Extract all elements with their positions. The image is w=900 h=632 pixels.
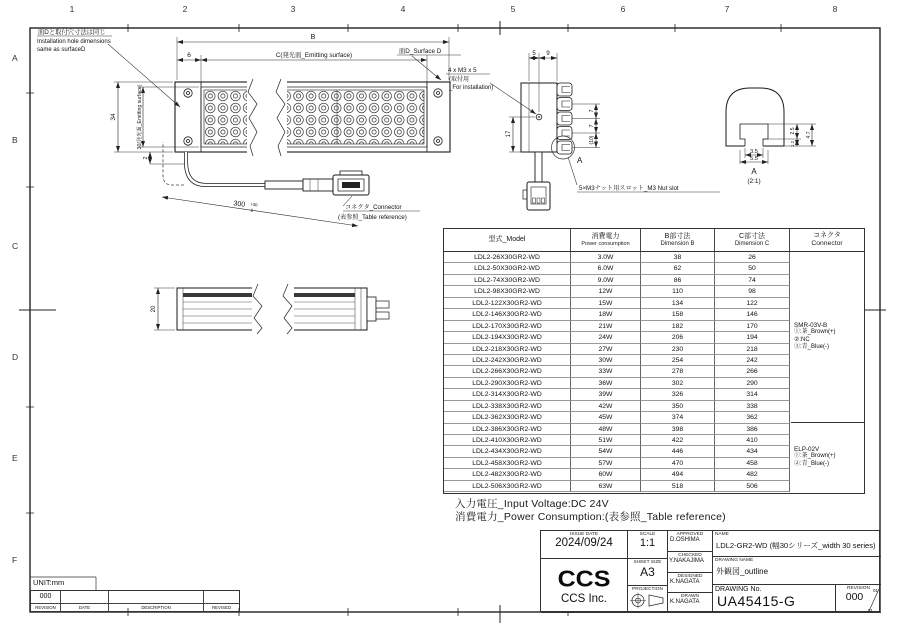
table-cell: LDL2-314X30GR2-WD	[444, 389, 571, 400]
input-voltage-note: 入力電圧_Input Voltage:DC 24V	[455, 498, 609, 510]
table-cell: 494	[641, 469, 715, 480]
table-cell: 6.0W	[571, 263, 641, 274]
connector-pin: ①:茶_Brown(+)	[794, 453, 836, 460]
revision-strip-labels	[31, 603, 239, 612]
table-cell: 446	[641, 446, 715, 457]
table-cell: 57W	[571, 458, 641, 469]
connector-column	[791, 251, 864, 493]
company-cell	[541, 559, 628, 613]
connector-pinout	[794, 453, 864, 468]
surface-note-en1: Installation hole dimensions	[37, 39, 111, 45]
connector-callout-en: (表参照_Table reference)	[338, 214, 407, 221]
table-cell: 410	[715, 435, 790, 446]
detail-scale: (2:1)	[747, 178, 761, 185]
issue-date-label: ISSUE DATE	[569, 532, 599, 537]
table-cell: 39W	[571, 389, 641, 400]
revision-strip-col-label: REVISED	[212, 605, 231, 610]
table-cell: 15W	[571, 298, 641, 309]
screw-note-2: (取付用	[449, 77, 469, 83]
table-cell: LDL2-290X30GR2-WD	[444, 378, 571, 389]
connector-pin: ②:NC	[794, 336, 810, 343]
table-cell: 230	[641, 344, 715, 355]
revision-mark-bottom: 01	[868, 608, 874, 613]
connector-group-smr	[791, 251, 864, 423]
scale-label: SCALE	[639, 532, 656, 537]
table-cell: 134	[641, 298, 715, 309]
product-name-value: LDL2-GR2-WD (幅30シリーズ_width 30 series)	[716, 541, 876, 551]
power-consumption-note: 消費電力_Power Consumption:(表参照_Table reference)	[455, 511, 726, 523]
column-header-connector-ja: コネクタ	[813, 232, 841, 240]
table-cell: LDL2-26X30GR2-WD	[444, 252, 571, 263]
table-cell: LDL2-482X30GR2-WD	[444, 469, 571, 480]
approved-label: APPROVED	[676, 532, 704, 537]
table-header-row	[444, 229, 864, 252]
table-cell: 518	[641, 481, 715, 492]
table-cell: 302	[641, 378, 715, 389]
issue-date-cell	[541, 531, 628, 559]
table-cell: 38	[641, 252, 715, 263]
table-cell: 362	[715, 412, 790, 423]
table-cell: 254	[641, 355, 715, 366]
column-header-dim-c-en: Dimension C	[734, 240, 770, 247]
checked-label: CHECKED	[678, 553, 702, 558]
approved-cell	[668, 531, 713, 552]
table-cell: 170	[715, 321, 790, 332]
name-cell	[713, 531, 881, 557]
table-cell: 74	[715, 275, 790, 286]
column-header-power-ja: 消費電力	[591, 232, 620, 240]
dim-9-label: 9	[546, 51, 550, 57]
dim-34-label: 34	[110, 113, 117, 121]
nut-slot-note: 5×M3ナット用スロット_M3 Nut slot	[579, 185, 679, 192]
table-cell: 146	[715, 309, 790, 320]
grid-row-label: D	[12, 352, 19, 362]
projection-cell	[628, 586, 668, 613]
bottom-view	[151, 284, 389, 334]
column-header-power	[571, 229, 641, 251]
designed-label: DESIGNED	[677, 574, 703, 579]
connector-callout-ja: コネクタ_Connector	[345, 204, 402, 211]
unit-label: UNIT:mm	[33, 578, 65, 587]
dim-20-label: 20	[151, 305, 157, 313]
table-cell: 314	[715, 389, 790, 400]
table-cell: 266	[715, 366, 790, 377]
drawing-name-label: DRAWING NAME	[715, 558, 754, 563]
table-cell: 3.0W	[571, 252, 641, 263]
table-cell: 27W	[571, 344, 641, 355]
table-cell: 386	[715, 424, 790, 435]
table-cell: LDL2-194X30GR2-WD	[444, 332, 571, 343]
table-cell: 18W	[571, 309, 641, 320]
grid-col-label: 4	[400, 4, 406, 14]
dim-10-label: (10)	[589, 135, 595, 145]
projection-symbol-icon	[630, 592, 666, 609]
table-cell: 21W	[571, 321, 641, 332]
table-cell: LDL2-434X30GR2-WD	[444, 446, 571, 457]
table-cell: 158	[641, 309, 715, 320]
issue-date-value: 2024/09/24	[555, 537, 613, 550]
connector-pin: ③:青_Blue(-)	[794, 343, 830, 350]
dim-1-2-label: 1.2	[790, 140, 795, 148]
table-cell: 63W	[571, 481, 641, 492]
column-header-dim-b-ja: B部寸法	[664, 232, 691, 240]
table-cell: 54W	[571, 446, 641, 457]
connector-group-name: SMR-03V-B	[794, 321, 828, 329]
revision-mark-top: 01	[873, 588, 879, 593]
revision-strip-col-label: DESCRIPTION	[109, 604, 204, 612]
table-cell: 24W	[571, 332, 641, 343]
table-cell: LDL2-266X30GR2-WD	[444, 366, 571, 377]
table-cell: LDL2-506X30GR2-WD	[444, 481, 571, 492]
scale-cell	[628, 531, 668, 559]
column-header-connector-en: Connector	[811, 240, 843, 248]
table-cell: 51W	[571, 435, 641, 446]
dim-2-label: 2	[143, 156, 149, 160]
table-cell: LDL2-122X30GR2-WD	[444, 298, 571, 309]
grid-col-label: 8	[832, 4, 838, 14]
dim-5-label: 5	[532, 51, 536, 57]
ccs-logo: CCS	[557, 565, 611, 592]
column-header-dim-c	[715, 229, 790, 251]
dim-c-label: C(発光面_Emitting surface)	[275, 52, 353, 59]
table-cell: LDL2-218X30GR2-WD	[444, 344, 571, 355]
surface-note-ja: 面Dと取付穴寸法は同じ	[38, 29, 106, 36]
checked-name: Y.NAKAJIMA	[669, 558, 704, 565]
table-cell: 206	[641, 332, 715, 343]
column-header-dim-c-ja: C部寸法	[738, 232, 766, 240]
screw-note-1: 4 x M3 x 5	[448, 67, 477, 74]
table-cell: 33W	[571, 366, 641, 377]
table-cell: 194	[715, 332, 790, 343]
screw-note-3: _For installation)	[449, 85, 494, 91]
grid-col-label: 2	[182, 4, 188, 14]
table-cell: 122	[715, 298, 790, 309]
cable-length-dim	[233, 199, 259, 213]
dim-3-5-label: 3.5	[750, 149, 758, 155]
grid-row-label: A	[12, 53, 18, 63]
drawing-no-cell	[713, 585, 836, 613]
connector-pinout	[794, 329, 864, 351]
grid-row-label: F	[12, 555, 18, 565]
table-cell: 434	[715, 446, 790, 457]
grid-col-label: 7	[724, 4, 730, 14]
table-cell: 506	[715, 481, 790, 492]
connector-callout	[338, 196, 420, 221]
table-cell: 36W	[571, 378, 641, 389]
dim-300-label: 300	[233, 200, 246, 209]
sheet-size-label: SHEET SIZE	[633, 560, 662, 565]
grid-col-label: 3	[290, 4, 296, 14]
table-cell: 50	[715, 263, 790, 274]
column-header-model-label: 型式_Model	[488, 235, 526, 243]
dim-2-5-label: 2.5	[790, 127, 796, 135]
side-view	[446, 51, 720, 210]
sheet-size-value: A3	[640, 565, 655, 580]
drawing-no-value: UA45415-G	[717, 593, 796, 609]
table-cell: 48W	[571, 424, 641, 435]
table-cell: 182	[641, 321, 715, 332]
table-cell: 26	[715, 252, 790, 263]
drawn-cell	[668, 593, 713, 613]
revision-strip-values	[31, 591, 239, 603]
grid-col-label: 1	[69, 4, 75, 14]
table-cell: 278	[641, 366, 715, 377]
dim-5-5-label: 5.5	[750, 156, 758, 162]
table-cell: LDL2-50X30GR2-WD	[444, 263, 571, 274]
revision-strip-col-label: DATE	[61, 604, 109, 612]
dim-4-7-label: 4.7	[806, 131, 812, 139]
table-cell: 12W	[571, 286, 641, 297]
revision-mark-icon	[867, 585, 881, 613]
table-cell: 422	[641, 435, 715, 446]
connector-group-elp	[791, 423, 864, 491]
name-label: NAME	[715, 532, 729, 537]
dim-300-tol-lower: 0	[250, 207, 254, 213]
grid-col-label: 6	[620, 4, 626, 14]
table-cell: LDL2-170X30GR2-WD	[444, 321, 571, 332]
detail-a-view	[726, 88, 816, 185]
table-cell: 60W	[571, 469, 641, 480]
designed-cell	[668, 573, 713, 593]
dim-b-label: B	[310, 34, 316, 41]
revision-value: 000	[845, 591, 864, 604]
table-cell: 30W	[571, 355, 641, 366]
table-cell: 110	[641, 286, 715, 297]
detail-title: A	[751, 167, 757, 176]
dim-6-label: 6	[187, 52, 191, 59]
dim-7b-label: 7	[589, 124, 595, 128]
column-header-model	[444, 229, 571, 251]
dim-17-label: 17	[506, 130, 512, 138]
table-cell: 45W	[571, 412, 641, 423]
dim-300-tol-upper: +30	[250, 201, 258, 208]
projection-label: PROJECTION	[632, 587, 663, 592]
scale-value: 1:1	[639, 537, 656, 550]
table-cell: LDL2-242X30GR2-WD	[444, 355, 571, 366]
company-name: CCS Inc.	[560, 592, 607, 605]
grid-row-label: B	[12, 135, 18, 145]
title-block	[540, 530, 880, 612]
table-cell: LDL2-362X30GR2-WD	[444, 412, 571, 423]
table-cell: 218	[715, 344, 790, 355]
drawing-name-value: 外観図_outline	[716, 567, 769, 577]
table-cell: LDL2-410X30GR2-WD	[444, 435, 571, 446]
table-cell: 482	[715, 469, 790, 480]
revision-strip-col-label: REVISION	[31, 604, 61, 612]
table-cell: LDL2-74X30GR2-WD	[444, 275, 571, 286]
table-cell: 326	[641, 389, 715, 400]
detail-ref-label: A	[577, 156, 583, 165]
column-header-power-en: Power consumption	[581, 240, 630, 247]
connector-pin: ②:青_Blue(-)	[794, 460, 830, 467]
drawing-no-label: DRAWING No.	[715, 586, 762, 593]
connector-pin: ①:茶_Brown(+)	[794, 329, 836, 336]
revision-strip	[30, 590, 240, 612]
revision-strip-value: 000	[31, 591, 61, 603]
column-header-dim-b	[641, 229, 715, 251]
column-header-dim-b-en: Dimension B	[660, 240, 695, 247]
table-cell: 350	[641, 401, 715, 412]
table-cell: 42W	[571, 401, 641, 412]
table-cell: LDL2-338X30GR2-WD	[444, 401, 571, 412]
grid-row-label: E	[12, 453, 18, 463]
table-cell: LDL2-458X30GR2-WD	[444, 458, 571, 469]
table-cell: 62	[641, 263, 715, 274]
table-cell: 374	[641, 412, 715, 423]
table-cell: LDL2-146X30GR2-WD	[444, 309, 571, 320]
spec-table	[443, 228, 865, 494]
table-cell: LDL2-386X30GR2-WD	[444, 424, 571, 435]
grid-col-label: 5	[510, 4, 516, 14]
dim-7a-label: 7	[589, 109, 595, 113]
approved-name: D.OSHIMA	[670, 537, 700, 544]
table-cell: 338	[715, 401, 790, 412]
surface-note-en2: same as surfaceD	[37, 47, 86, 53]
surface-d-label: 面D_Surface D	[399, 48, 442, 55]
table-cell: LDL2-98X30GR2-WD	[444, 286, 571, 297]
table-cell: 398	[641, 424, 715, 435]
front-view	[37, 27, 461, 226]
table-cell: 98	[715, 286, 790, 297]
table-cell: 9.0W	[571, 275, 641, 286]
table-cell: 86	[641, 275, 715, 286]
grid-row-label: C	[12, 241, 19, 251]
designed-name: K.NAGATA	[670, 579, 700, 586]
drawing-name-cell	[713, 557, 881, 585]
revision-cell	[836, 585, 881, 613]
revision-label: REVISION	[847, 586, 870, 591]
drawn-name: K.NAGATA	[670, 599, 700, 606]
table-cell: 458	[715, 458, 790, 469]
table-cell: 290	[715, 378, 790, 389]
table-cell: 470	[641, 458, 715, 469]
table-cell: 242	[715, 355, 790, 366]
dim-30-label: 30(発光面_Emitting surface)	[137, 84, 143, 150]
drawn-label: DRAWN	[681, 594, 699, 599]
connector-group-name: ELP-02V	[794, 445, 820, 453]
column-header-connector	[790, 229, 864, 251]
sheet-size-cell	[628, 559, 668, 586]
checked-cell	[668, 552, 713, 573]
surface-note	[37, 27, 180, 107]
